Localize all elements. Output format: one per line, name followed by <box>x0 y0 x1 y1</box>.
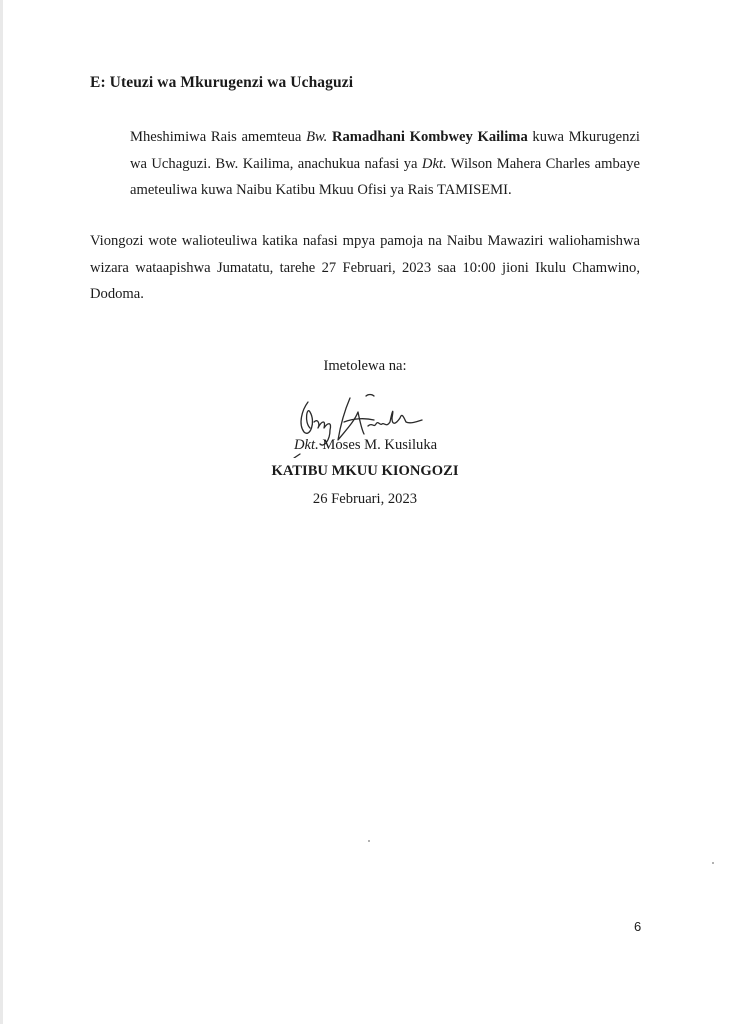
title-abbrev: Dkt. <box>421 155 447 172</box>
signer-role: KATIBU MKUU KIONGOZI <box>271 463 459 479</box>
issued-by-label: Imetolewa na: <box>323 358 407 374</box>
appointee-name: Ramadhani Kombwey Kailima <box>331 129 528 145</box>
page-number: 6 <box>634 919 642 934</box>
scan-speck <box>368 840 370 842</box>
signer-title: Dkt. <box>294 437 319 453</box>
section-heading: E: Uteuzi wa Mkurugenzi wa Uchaguzi <box>90 74 354 91</box>
paragraph-text: kuwa Mkurugenzi wa Uchaguzi. Bw. Kailima, anachukua nafasi ya <box>130 129 640 172</box>
document-date: 26 Februari, 2023 <box>312 491 418 507</box>
paragraph-appointment <box>130 124 640 204</box>
paragraph-swearing-in: Viongozi wote walioteuliwa katika nafasi mpya pamoja na Naibu Mawaziri waliohamishwa wizara wataapishwa Jumatatu, tarehe 27 Februari, 2023 saa 10:00 jioni Ikulu Chamwino, Dodoma. <box>90 233 640 302</box>
signer-line <box>294 437 437 454</box>
paragraph-text: Mheshimiwa Rais amemteua <box>130 129 307 145</box>
scan-speck <box>712 862 714 864</box>
signer-name: Moses M. Kusiluka <box>318 437 438 453</box>
scan-edge <box>0 0 3 1024</box>
paragraph-text: Wilson Mahera Charles ambaye ameteuliwa kuwa Naibu Katibu Mkuu Ofisi ya Rais TAMISEMI. <box>130 155 640 198</box>
title-abbrev: Bw. <box>306 129 328 145</box>
